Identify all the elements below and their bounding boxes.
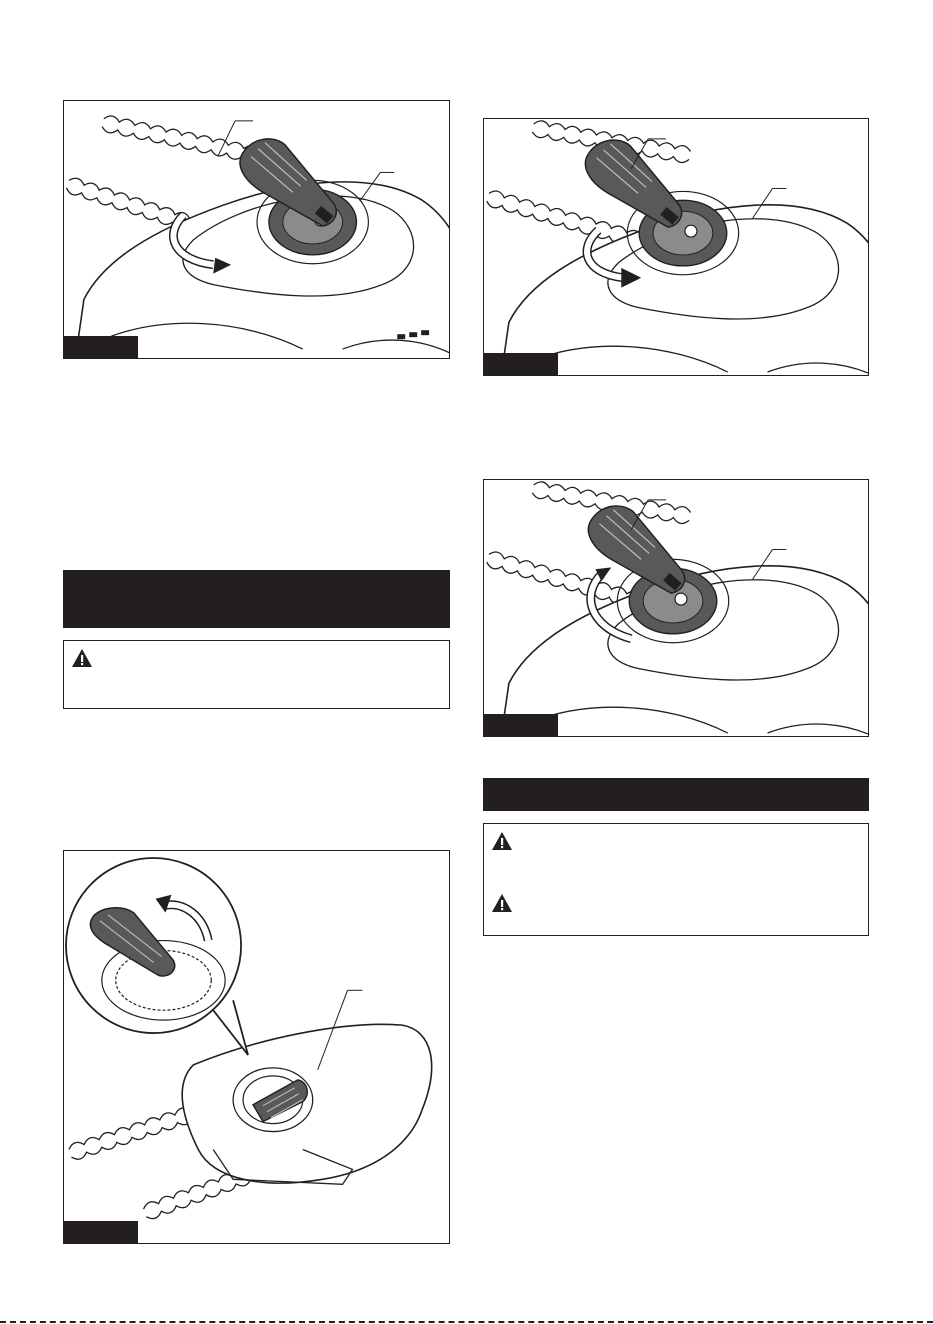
warning-triangle-icon bbox=[491, 893, 513, 913]
warning-box bbox=[63, 640, 450, 709]
figure-number-tag bbox=[484, 353, 558, 375]
figure-cap-counterclockwise-lock bbox=[483, 479, 869, 737]
section-heading-bar bbox=[63, 570, 450, 628]
figure-number-tag bbox=[64, 1221, 138, 1243]
figure-number-tag bbox=[484, 714, 558, 736]
section-heading-bar bbox=[483, 778, 869, 811]
tool-illustration bbox=[484, 480, 868, 736]
tool-illustration bbox=[64, 851, 449, 1243]
warning-triangle-icon bbox=[71, 648, 93, 668]
tool-illustration bbox=[64, 101, 449, 358]
figure-number-tag bbox=[64, 336, 138, 358]
warning-box bbox=[483, 823, 869, 936]
tool-illustration bbox=[484, 119, 868, 375]
warning-triangle-icon bbox=[491, 831, 513, 851]
figure-cap-counterclockwise bbox=[63, 100, 450, 359]
figure-lever-lift bbox=[63, 850, 450, 1244]
page-bottom-rule bbox=[0, 1321, 933, 1323]
figure-cap-clockwise bbox=[483, 118, 869, 376]
